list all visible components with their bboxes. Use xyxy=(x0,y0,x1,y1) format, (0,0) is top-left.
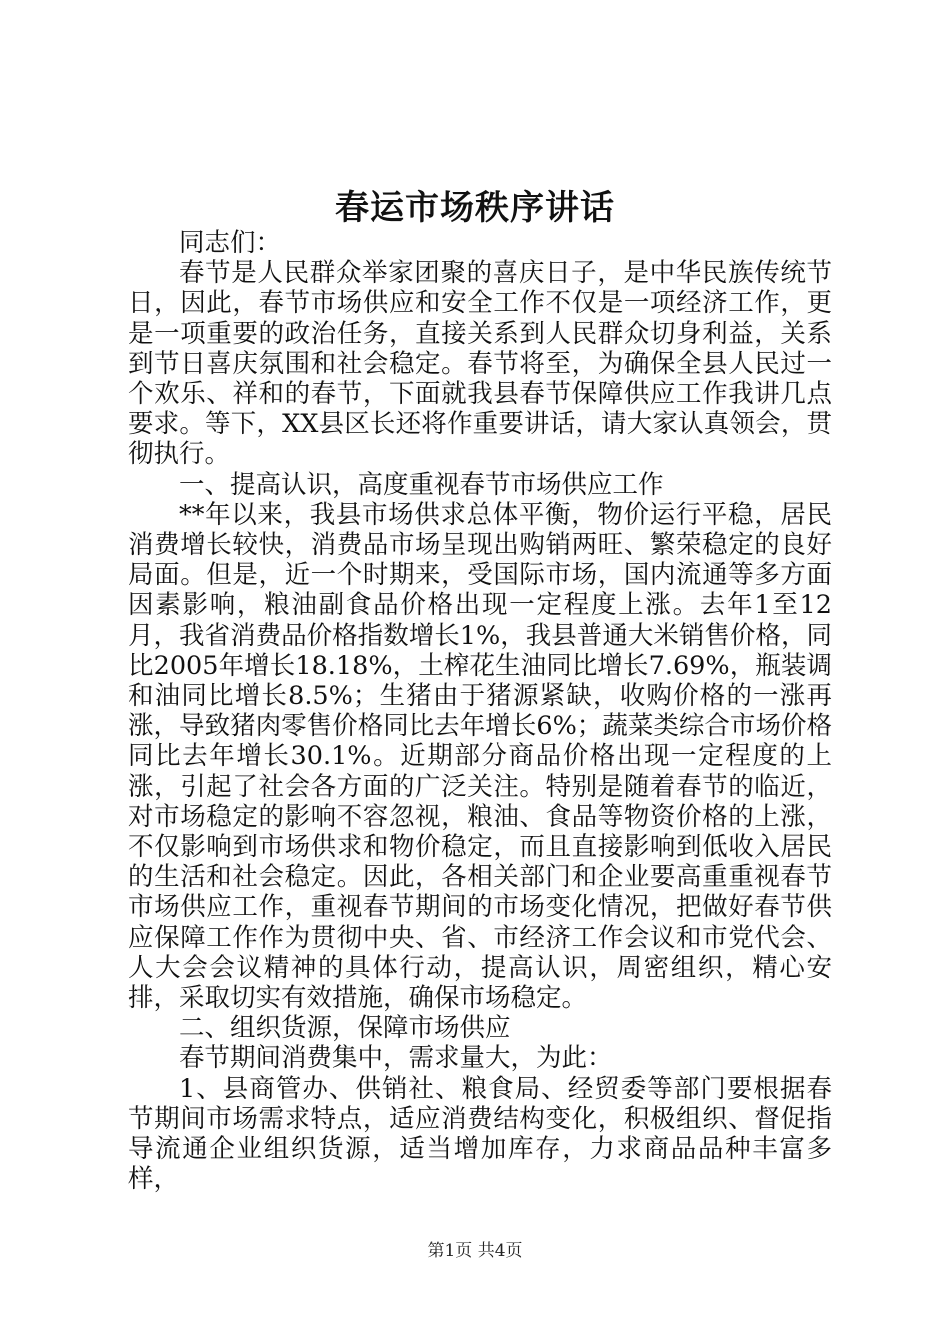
salutation-paragraph: 同志们： xyxy=(179,228,282,258)
section-1-paragraph: **年以来，我县市场供求总体平衡，物价运行平稳，居民消费增长较快，消费品市场呈现出购销两旺、繁荣稳定的良好局面。但是，近一个时期来，受国际市场，国内流通等多方面因素影响，粮油副食品价格出现一定程度上涨。去年1至12月，我省消费品价格指数增长1%，我县普通大米销售价格，同比2005年增长18.18%，土榨花生油同比增长7.69%，瓶装调和油同比增长8.5%；生猪由于猪源紧缺，收购价格的一涨再涨，导致猪肉零售价格同比去年增长6%；蔬菜类综合市场价格同比去年增长30.1%。近期部分商品价格出现一定程度的上涨，引起了社会各方面的广泛关注。特别是随着春节的临近，对市场稳定的影响不容忽视，粮油、食品等物资价格的上涨，不仅影响到市场供求和物价稳定，而且直接影响到低收入居民的生活和社会稳定。因此，各相关部门和企业要高重重视春节市场供应工作，重视春节期间的市场变化情况，把做好春节供应保障工作作为贯彻中央、省、市经济工作会议和市党代会、人大会会议精神的具体行动，提高认识，周密组织，精心安排，采取切实有效措施，确保市场稳定。 xyxy=(128,499,832,1014)
page-footer: 第1页 共4页 xyxy=(427,1241,523,1261)
section-heading-2: 二、组织货源，保障市场供应 xyxy=(179,1013,511,1044)
document-title: 春运市场秩序讲话 xyxy=(335,188,615,228)
section-2-item-1-paragraph: 1、县商管办、供销社、粮食局、经贸委等部门要根据春节期间市场需求特点，适应消费结构变化，积极组织、督促指导流通企业组织货源，适当增加库存，力求商品品种丰富多样， xyxy=(128,1073,832,1195)
document-body xyxy=(128,228,832,1195)
section-heading-1: 一、提高认识，高度重视春节市场供应工作 xyxy=(179,469,664,500)
intro-paragraph: 春节是人民群众举家团聚的喜庆日子，是中华民族传统节日，因此，春节市场供应和安全工作不仅是一项经济工作，更是一项重要的政治任务，直接关系到人民群众切身利益，关系到节日喜庆氛围和社会稳定。春节将至，为确保全县人民过一个欢乐、祥和的春节，下面就我县春节保障供应工作我讲几点要求。等下，XX县区长还将作重要讲话，请大家认真领会，贯彻执行。 xyxy=(128,258,832,470)
section-2-intro-paragraph: 春节期间消费集中，需求量大，为此： xyxy=(179,1043,613,1074)
